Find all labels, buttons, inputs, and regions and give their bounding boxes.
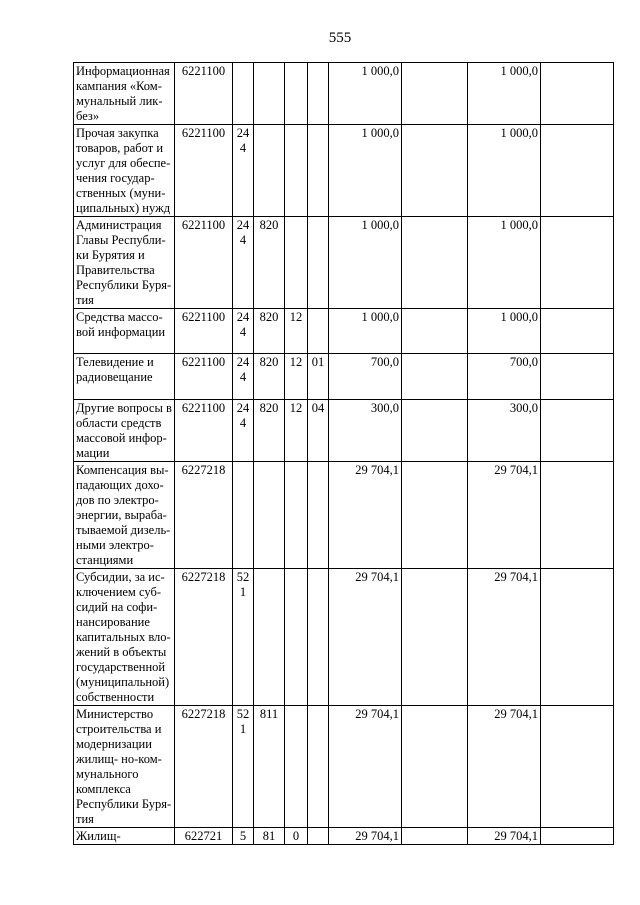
amount-cell	[402, 828, 468, 845]
row-name-cell: Прочая закупка товаров, работ и услуг для обеспечения государственных (муниципальных) нужд	[74, 125, 175, 217]
row-name-cell: Компенсация выпадающих доходов по электроэнергии, вырабатываемой дизельными электростанциями	[74, 462, 175, 569]
amount-cell	[402, 569, 468, 706]
administrator-cell	[254, 569, 285, 706]
administrator-cell: 811	[254, 706, 285, 828]
page-number: 555	[328, 30, 352, 46]
section-cell	[285, 63, 308, 125]
target-article-cell: 6221100	[175, 125, 233, 217]
amount-cell	[541, 217, 614, 309]
expense-type-cell	[233, 63, 254, 125]
table-row	[74, 309, 614, 354]
subsection-cell	[308, 309, 329, 354]
administrator-cell: 820	[254, 400, 285, 462]
amount-cell	[402, 125, 468, 217]
amount-cell: 1 000,0	[329, 309, 402, 354]
section-cell: 12	[285, 400, 308, 462]
amount-cell: 1 000,0	[468, 63, 541, 125]
expense-type-cell	[233, 462, 254, 569]
expense-type-cell: 521	[233, 569, 254, 706]
amount-cell: 1 000,0	[468, 217, 541, 309]
row-name-cell: Администрация Главы Республики Бурятия и Правительства Республики Бурятия	[74, 217, 175, 309]
amount-cell	[402, 354, 468, 400]
subsection-cell	[308, 462, 329, 569]
amount-cell	[402, 462, 468, 569]
amount-cell	[402, 400, 468, 462]
section-cell	[285, 462, 308, 569]
amount-cell: 1 000,0	[468, 125, 541, 217]
section-cell	[285, 706, 308, 828]
amount-cell: 700,0	[468, 354, 541, 400]
table-row	[74, 828, 614, 845]
amount-cell: 1 000,0	[329, 217, 402, 309]
amount-cell	[541, 125, 614, 217]
target-article-cell: 6227218	[175, 462, 233, 569]
amount-cell: 29 704,1	[468, 828, 541, 845]
table-row	[74, 706, 614, 828]
section-cell	[285, 217, 308, 309]
table-row	[74, 400, 614, 462]
expense-type-cell: 5	[233, 828, 254, 845]
amount-cell	[402, 63, 468, 125]
section-cell: 0	[285, 828, 308, 845]
amount-cell: 29 704,1	[329, 706, 402, 828]
target-article-cell: 6221100	[175, 63, 233, 125]
amount-cell	[541, 309, 614, 354]
target-article-cell: 6221100	[175, 217, 233, 309]
expense-type-cell: 244	[233, 217, 254, 309]
amount-cell: 1 000,0	[468, 309, 541, 354]
table-row	[74, 125, 614, 217]
amount-cell: 300,0	[468, 400, 541, 462]
administrator-cell: 81	[254, 828, 285, 845]
row-name-cell: Министерство строительства и модернизации жилищ- но-ком-мунального комплекса Республики Бурятия	[74, 706, 175, 828]
amount-cell	[402, 309, 468, 354]
subsection-cell: 04	[308, 400, 329, 462]
target-article-cell: 6221100	[175, 400, 233, 462]
amount-cell	[402, 217, 468, 309]
expense-type-cell: 244	[233, 125, 254, 217]
amount-cell: 1 000,0	[329, 63, 402, 125]
table-row	[74, 217, 614, 309]
budget-table	[73, 62, 614, 845]
amount-cell	[541, 354, 614, 400]
amount-cell: 29 704,1	[329, 462, 402, 569]
administrator-cell	[254, 63, 285, 125]
section-cell: 12	[285, 309, 308, 354]
target-article-cell: 622721	[175, 828, 233, 845]
amount-cell: 300,0	[329, 400, 402, 462]
amount-cell: 29 704,1	[468, 706, 541, 828]
target-article-cell: 6221100	[175, 354, 233, 400]
subsection-cell	[308, 217, 329, 309]
amount-cell	[541, 569, 614, 706]
target-article-cell: 6227218	[175, 706, 233, 828]
row-name-cell: Средства массовой информации	[74, 309, 175, 354]
amount-cell	[541, 462, 614, 569]
amount-cell	[402, 706, 468, 828]
administrator-cell	[254, 462, 285, 569]
row-name-cell: Телевидение и радиовещание	[74, 354, 175, 400]
section-cell	[285, 125, 308, 217]
subsection-cell	[308, 125, 329, 217]
amount-cell: 29 704,1	[468, 462, 541, 569]
administrator-cell: 820	[254, 217, 285, 309]
expense-type-cell: 244	[233, 354, 254, 400]
expense-type-cell: 244	[233, 309, 254, 354]
expense-type-cell: 521	[233, 706, 254, 828]
subsection-cell: 01	[308, 354, 329, 400]
subsection-cell	[308, 569, 329, 706]
section-cell: 12	[285, 354, 308, 400]
subsection-cell	[308, 828, 329, 845]
row-name-cell: Другие вопросы в области средств массовой информации	[74, 400, 175, 462]
table-row	[74, 462, 614, 569]
amount-cell	[541, 63, 614, 125]
amount-cell	[541, 706, 614, 828]
amount-cell: 29 704,1	[468, 569, 541, 706]
table-row	[74, 354, 614, 400]
amount-cell	[541, 400, 614, 462]
target-article-cell: 6221100	[175, 309, 233, 354]
administrator-cell: 820	[254, 354, 285, 400]
amount-cell: 29 704,1	[329, 828, 402, 845]
section-cell	[285, 569, 308, 706]
amount-cell: 700,0	[329, 354, 402, 400]
subsection-cell	[308, 63, 329, 125]
table-row	[74, 569, 614, 706]
administrator-cell: 820	[254, 309, 285, 354]
amount-cell	[541, 828, 614, 845]
administrator-cell	[254, 125, 285, 217]
target-article-cell: 6227218	[175, 569, 233, 706]
amount-cell: 29 704,1	[329, 569, 402, 706]
row-name-cell: Жилищ-	[74, 828, 175, 845]
expense-type-cell: 244	[233, 400, 254, 462]
amount-cell: 1 000,0	[329, 125, 402, 217]
subsection-cell	[308, 706, 329, 828]
row-name-cell: Субсидии, за исключением субсидий на софинансирование капитальных вложений в объекты государственной (муниципальной) собственности	[74, 569, 175, 706]
row-name-cell: Информационная кампания «Коммунальный ликбез»	[74, 63, 175, 125]
table-row	[74, 63, 614, 125]
